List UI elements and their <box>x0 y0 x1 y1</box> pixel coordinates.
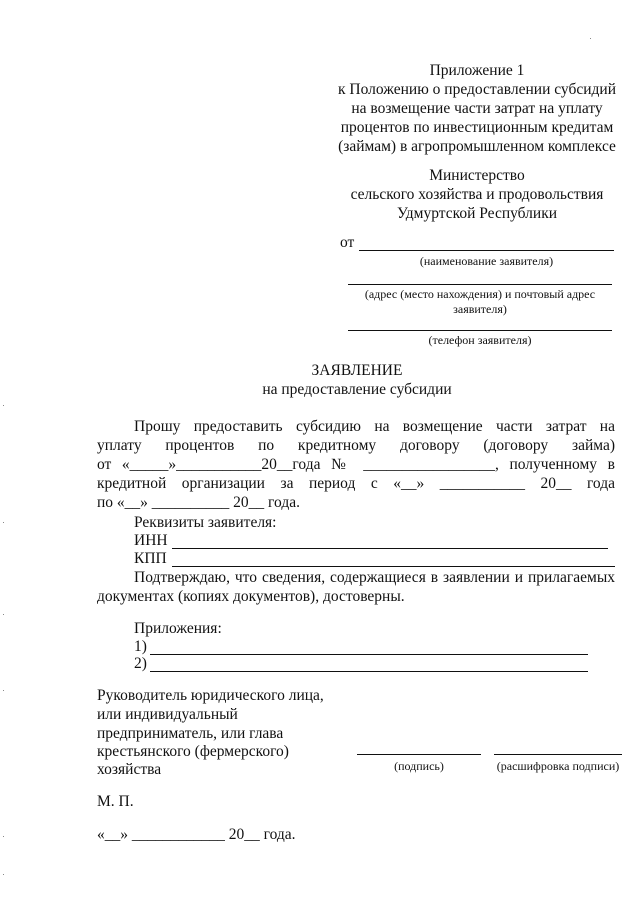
signer-line-5: хозяйства <box>97 761 162 778</box>
document-title: ЗАЯВЛЕНИЕ <box>311 362 403 379</box>
scan-speck <box>3 405 4 406</box>
scan-speck <box>3 614 4 615</box>
confirm-line-1: Подтверждаю, что сведения, содержащиеся в заявлении и прилагаемых <box>134 569 615 586</box>
signature-caption: (подпись) <box>394 759 444 773</box>
signer-line-1: Руководитель юридического лица, <box>97 687 324 704</box>
inn-field[interactable] <box>172 548 608 549</box>
from-label: от <box>340 234 355 251</box>
attachment-1-label: 1) <box>134 638 147 655</box>
addressee-line-2: сельского хозяйства и продовольствия <box>350 186 604 203</box>
addressee-line-3: Удмуртской Республики <box>396 205 558 222</box>
kpp-field[interactable] <box>172 566 615 567</box>
appendix-number: Приложение 1 <box>429 62 525 79</box>
attachment-1-field[interactable] <box>150 654 588 655</box>
scan-speck <box>3 690 4 691</box>
request-line-1: Прошу предоставить субсидию на возмещение части затрат на <box>134 418 615 435</box>
inn-label: ИНН <box>134 532 168 549</box>
confirm-line-2: документах (копиях документов), достоверны. <box>97 588 405 605</box>
signature-decoding-caption: (расшифровка подписи) <box>496 759 620 773</box>
applicant-phone-field[interactable] <box>348 330 612 331</box>
kpp-label: КПП <box>134 550 167 567</box>
phone-caption: (телефон заявителя) <box>428 333 532 347</box>
attachment-2-label: 2) <box>134 655 147 672</box>
date-line: «__» ____________ 20__ года. <box>97 826 296 843</box>
signer-line-3: предприниматель, или глава <box>97 725 284 742</box>
reference-line-2: на возмещение части затрат на уплату <box>351 100 603 117</box>
addressee-line-1: Министерство <box>429 167 525 184</box>
signer-line-2: или индивидуальный <box>97 706 238 723</box>
signature-field[interactable] <box>357 754 481 755</box>
document-subtitle: на предоставление субсидии <box>262 381 452 398</box>
applicant-name-caption: (наименование заявителя) <box>419 254 554 268</box>
requisites-label: Реквизиты заявителя: <box>134 514 277 531</box>
signature-decoding-field[interactable] <box>494 754 622 755</box>
request-line-3: от «_____»___________20__года № _________________, полученному в <box>97 456 615 473</box>
applicant-address-field[interactable] <box>348 284 612 285</box>
address-caption-line-1: (адрес (место нахождения) и почтовый адрес <box>364 287 596 301</box>
reference-line-3: процентов по инвестиционным кредитам <box>340 119 614 136</box>
applicant-name-field[interactable] <box>359 250 614 251</box>
attachment-2-field[interactable] <box>150 671 588 672</box>
scan-speck <box>3 836 4 837</box>
reference-line-1: к Положению о предоставлении субсидий <box>337 81 616 98</box>
signer-line-4: крестьянского (фермерского) <box>97 743 289 760</box>
address-caption-line-2: заявителя) <box>453 302 507 316</box>
scan-speck <box>3 874 4 875</box>
request-line-4: кредитной организации за период с «__» ___________ 20__ года <box>97 475 615 492</box>
request-line-5: по «__» __________ 20__ года. <box>97 494 300 511</box>
attachments-label: Приложения: <box>134 620 222 637</box>
seal-placeholder: М. П. <box>97 793 134 810</box>
reference-line-4: (займам) в агропромышленном комплексе <box>338 138 616 155</box>
scan-speck <box>3 522 4 523</box>
request-line-2: уплату процентов по кредитному договору (договору займа) <box>97 437 615 454</box>
scan-speck <box>590 38 591 39</box>
